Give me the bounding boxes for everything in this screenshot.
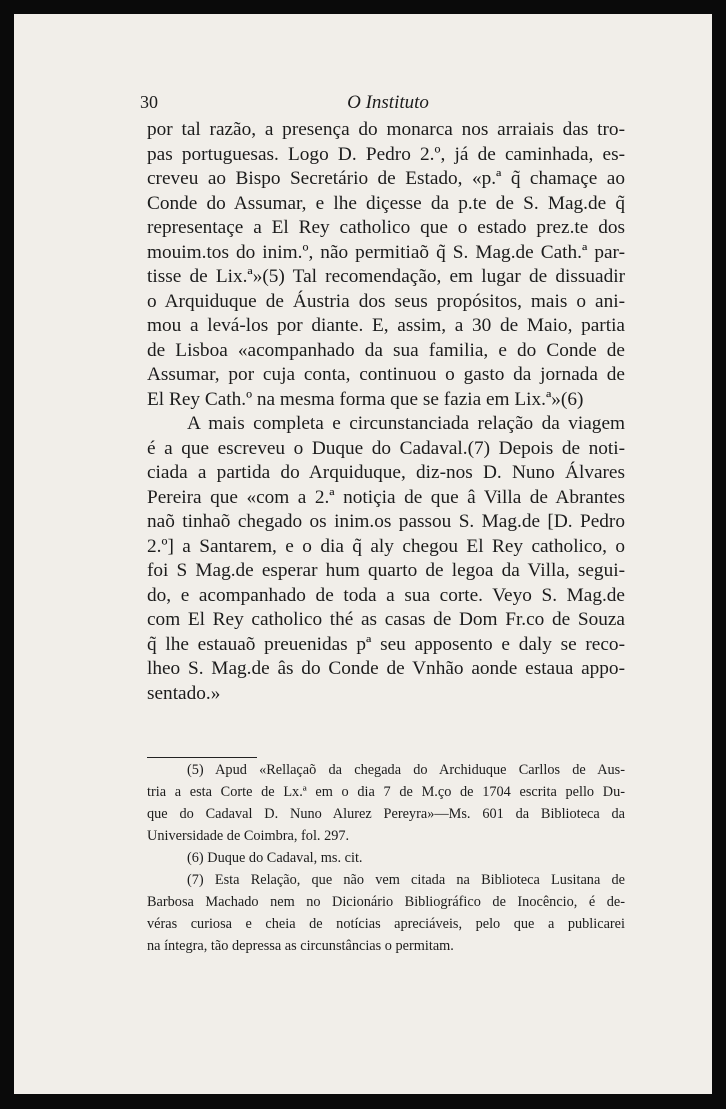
body-line: Assumar, por cuja conta, continuou o gasto da jornada de bbox=[147, 364, 625, 385]
body-line: representaçe a El Rey catholico que o estado prez.te dos bbox=[147, 217, 625, 238]
body-line: creveu ao Bispo Secretário de Estado, «p.ª q̃ chamaçe ao bbox=[147, 168, 625, 189]
footnote-line: na íntegra, tão depressa as circunstâncias o permitam. bbox=[147, 938, 454, 954]
body-line: Conde do Assumar, e lhe diçesse da p.te de S. Mag.de q̃ bbox=[147, 192, 625, 214]
body-line: do, e acompanhado de toda a sua corte. Veyo S. Mag.de bbox=[147, 584, 625, 606]
body-line: ciada a partida do Arquiduque, diz-nos D. Nuno Álvares bbox=[147, 462, 625, 483]
body-line: o Arquiduque de Áustria dos seus propósitos, mais o ani- bbox=[147, 290, 625, 312]
body-text bbox=[147, 118, 625, 706]
body-line: mou a levá-los por diante. E, assim, a 30 de Maio, partia bbox=[147, 315, 625, 336]
document-page bbox=[14, 14, 712, 1094]
body-line: pas portuguesas. Logo D. Pedro 2.º, já de caminhada, es- bbox=[147, 143, 625, 165]
footnote-line: (6) Duque do Cadaval, ms. cit. bbox=[187, 850, 363, 866]
body-line: foi S Mag.de esperar hum quarto de legoa da Villa, segui- bbox=[147, 560, 625, 581]
body-line: 2.º] a Santarem, e o dia q̃ aly chegou El Rey catholico, o bbox=[147, 535, 625, 557]
body-line: q̃ lhe estauaõ preuenidas pª seu apposento e daly se reco- bbox=[147, 633, 625, 655]
body-line: sentado.» bbox=[147, 682, 221, 704]
body-line: naõ tinhaõ chegado os inim.os passou S. Mag.de [D. Pedro bbox=[147, 511, 625, 532]
footnote-line: que do Cadaval D. Nuno Alurez Pereyra»—Ms. 601 da Biblioteca da bbox=[147, 806, 625, 822]
footnote-line: (7) Esta Relação, que não vem citada na Biblioteca Lusitana de bbox=[187, 872, 625, 888]
running-title bbox=[14, 92, 712, 114]
body-line: A mais completa e circunstanciada relação da viagem bbox=[187, 413, 625, 434]
page-number: 30 bbox=[140, 92, 158, 112]
body-line: é a que escreveu o Duque do Cadaval.(7) Depois de noti- bbox=[147, 437, 625, 459]
body-line: mouim.tos do inim.º, não permitiaõ q̃ S. Mag.de Cath.ª par- bbox=[147, 241, 625, 263]
body-line: lheo S. Mag.de âs do Conde de Vnhão aonde estaua appo- bbox=[147, 658, 625, 679]
body-line: tisse de Lix.ª»(5) Tal recomendação, em lugar de dissuadir bbox=[147, 266, 625, 287]
body-line: com El Rey catholico thé as casas de Dom Fr.co de Souza bbox=[147, 609, 625, 630]
page-header bbox=[14, 76, 712, 116]
footnote-line: Universidade de Coimbra, fol. 297. bbox=[147, 828, 350, 844]
footnote-line: tria a esta Corte de Lx.ª em o dia 7 de M.ço de 1704 escrita pello Du- bbox=[147, 784, 625, 800]
footnote-line: (5) Apud «Rellaçaõ da chegada do Archiduque Carllos de Aus- bbox=[187, 762, 625, 778]
running-title-text: O Instituto bbox=[347, 92, 429, 113]
body-line: El Rey Cath.º na mesma forma que se fazia em Lix.ª»(6) bbox=[147, 388, 584, 410]
body-line: Pereira que «com a 2.ª notiçia de que â Villa de Abrantes bbox=[147, 486, 625, 508]
body-line: por tal razão, a presença do monarca nos arraiais das tro- bbox=[147, 119, 625, 140]
footnote-line: véras curiosa e cheia de notícias apreciáveis, pelo que a publicarei bbox=[147, 916, 625, 932]
footnote-line: Barbosa Machado nem no Dicionário Bibliográfico de Inocêncio, é de- bbox=[147, 894, 625, 910]
footnotes bbox=[147, 759, 625, 957]
footnote-rule bbox=[147, 757, 257, 758]
body-line: de Lisboa «acompanhado da sua familia, e do Conde de bbox=[147, 339, 625, 361]
